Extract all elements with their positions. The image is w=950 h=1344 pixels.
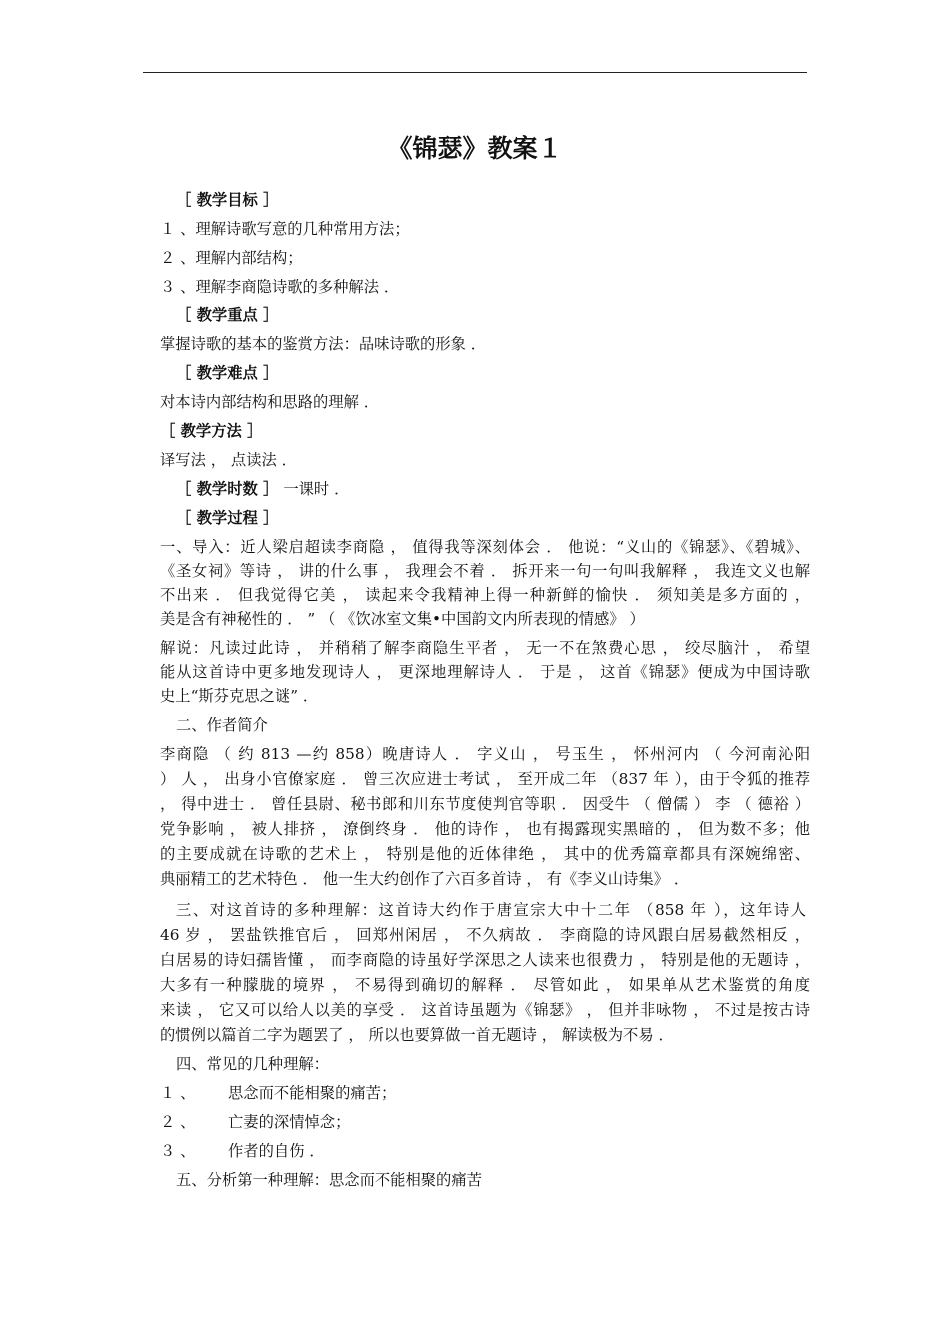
multi-line-first: 三、对这首诗的多种理解：这首诗大约作于唐宣宗大中十二年 （858 年 ），这年诗人 [176,901,806,919]
author-line: ） 人 ， 出身小官僚家庭 ． 曾三次应进士考试 ， 至开成二年 （837 年 ），由于令狐的推荐 [160,770,810,788]
heading-teaching-hours: ［ 教学时数 ］ [176,480,279,498]
common-item-number: ３ 、 [160,1142,196,1160]
explain-line: 史上“斯芬克思之谜” ． [160,687,319,705]
multi-line: 的惯例以篇首二字为题罢了 ， 所以也要算做一首无题诗 ， 解读极为不易 ． [160,1026,674,1044]
goal-item-3: ３ 、理解李商隐诗歌的多种解法 ． [160,278,400,296]
explain-line: 解说：凡读过此诗 ， 并稍稍了解李商隐生平者 ， 无一不在煞费心思 ， 绞尽脑汁 ， 希望 [160,639,810,657]
common-item-3 [160,1141,810,1161]
heading-difficult-points: ［ 教学难点 ］ [176,364,279,382]
common-item-1 [160,1083,810,1103]
teaching-method-text: 译写法 ， 点读法 ． [160,451,297,469]
intro-line: 不出来 ． 但我觉得它美 ， 读起来令我精神上得一种新鲜的愉快 ． 须知美是多方面的 ， [160,586,810,604]
author-line: 的主要成就在诗歌的艺术上 ， 特别是他的近体律绝 ， 其中的优秀篇章都具有深婉绵密、 [160,845,810,863]
intro-line: 《圣女祠》等诗 ， 讲的什么事 ， 我理会不着 ． 拆开来一句一句叫我解释 ， 我连文义也解 [160,562,810,580]
heading-key-points: ［ 教学重点 ］ [176,306,279,324]
heading-teaching-process: ［ 教学过程 ］ [176,509,279,527]
common-heading: 四、常见的几种理解： [176,1055,329,1073]
common-item-text: 思念而不能相聚的痛苦； [228,1084,397,1102]
multi-line: 46 岁 ， 罢盐铁推官后 ， 回郑州闲居 ， 不久病故 ． 李商隐的诗风跟白居易截然相反 ， [160,926,810,944]
teaching-hours-text: 一课时 ． [283,480,350,498]
common-item-2 [160,1112,810,1132]
intro-line: 一、导入：近人梁启超读李商隐 ， 值得我等深刻体会 ． 他说：“义山的《锦瑟》、《碧城》、 [160,538,810,556]
author-heading: 二、作者简介 [176,716,268,734]
author-line: 党争影响 ， 被人排挤 ， 潦倒终身 ． 他的诗作 ， 也有揭露现实黑暗的 ， 但为数不多；他 [160,820,810,838]
goal-item-2: ２ 、理解内部结构； [160,249,303,267]
heading-teaching-goals: ［ 教学目标 ］ [176,191,279,209]
author-line: 李商隐 （ 约 813 —约 858）晚唐诗人 ． 字义山 ， 号玉生 ， 怀州河内 （ 今河南沁阳 [160,745,810,763]
header-rule [143,72,807,73]
common-item-number: ２ 、 [160,1113,196,1131]
teaching-hours-line [176,479,826,499]
common-item-text: 作者的自伤 ． [228,1142,325,1160]
page-title: 《锦瑟》教案１ [387,134,563,163]
common-item-text: 亡妻的深情悼念； [228,1113,351,1131]
common-item-number: １ 、 [160,1084,196,1102]
multi-line: 来读 ， 它又可以给人以美的享受 ． 这首诗虽题为《锦瑟》 ， 但并非咏物 ， 不过是按古诗 [160,1001,810,1019]
analysis-heading: 五、分析第一种理解：思念而不能相聚的痛苦 [176,1171,482,1189]
heading-teaching-method: ［ 教学方法 ］ [160,422,263,440]
difficult-points-text: 对本诗内部结构和思路的理解 ． [160,393,380,411]
intro-line: 美是含有神秘性的 ． ” （ 《饮冰室文集•中国韵文内所表现的情感》 ） [160,610,645,628]
author-line: ， 得中进士 ． 曾任县尉、秘书郎和川东节度使判官等职 ． 因受牛 （ 僧儒 ） 李 （ 德裕 ） [160,795,810,813]
key-points-text: 掌握诗歌的基本的鉴赏方法：品味诗歌的形象 ． [160,335,487,353]
explain-line: 能从这首诗中更多地发现诗人 ， 更深地理解诗人 ． 于是 ， 这首《锦瑟》便成为中国诗歌 [160,663,810,681]
multi-line: 白居易的诗妇孺皆懂 ， 而李商隐的诗虽好学深思之人读来也很费力 ， 特别是他的无题诗 ， [160,951,810,969]
goal-item-1: １ 、理解诗歌写意的几种常用方法； [160,220,410,238]
multi-line: 大多有一种朦胧的境界 ， 不易得到确切的解释 ． 尽管如此 ， 如果单从艺术鉴赏的角度 [160,976,810,994]
author-line: 典丽精工的艺术特色 ． 他一生大约创作了六百多首诗 ， 有《李义山诗集》 ． [160,870,690,888]
